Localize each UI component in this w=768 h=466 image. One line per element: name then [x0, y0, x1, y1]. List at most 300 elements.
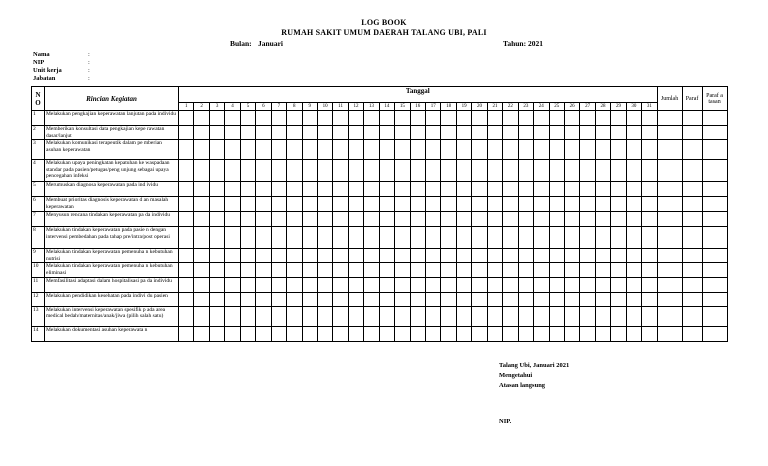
day-entry-cell[interactable]: [302, 126, 317, 140]
day-entry-cell[interactable]: [364, 182, 379, 197]
day-entry-cell[interactable]: [472, 227, 487, 249]
day-entry-cell[interactable]: [194, 292, 209, 306]
day-entry-cell[interactable]: [642, 326, 657, 341]
day-entry-cell[interactable]: [379, 249, 394, 263]
paraf-cell[interactable]: [682, 160, 702, 182]
day-entry-cell[interactable]: [271, 263, 286, 277]
day-entry-cell[interactable]: [271, 160, 286, 182]
day-entry-cell[interactable]: [456, 111, 471, 126]
day-entry-cell[interactable]: [179, 126, 194, 140]
day-entry-cell[interactable]: [549, 160, 564, 182]
day-entry-cell[interactable]: [580, 277, 595, 292]
day-entry-cell[interactable]: [240, 160, 255, 182]
day-entry-cell[interactable]: [302, 227, 317, 249]
day-entry-cell[interactable]: [395, 140, 410, 160]
day-entry-cell[interactable]: [410, 160, 425, 182]
day-entry-cell[interactable]: [487, 227, 502, 249]
day-entry-cell[interactable]: [364, 292, 379, 306]
day-entry-cell[interactable]: [564, 326, 579, 341]
day-entry-cell[interactable]: [549, 227, 564, 249]
day-entry-cell[interactable]: [256, 182, 271, 197]
day-entry-cell[interactable]: [611, 182, 626, 197]
day-entry-cell[interactable]: [441, 111, 456, 126]
day-entry-cell[interactable]: [534, 212, 549, 227]
day-entry-cell[interactable]: [595, 306, 610, 326]
day-entry-cell[interactable]: [179, 277, 194, 292]
day-entry-cell[interactable]: [564, 126, 579, 140]
day-entry-cell[interactable]: [410, 197, 425, 212]
day-entry-cell[interactable]: [179, 197, 194, 212]
day-entry-cell[interactable]: [287, 140, 302, 160]
day-entry-cell[interactable]: [271, 292, 286, 306]
day-entry-cell[interactable]: [395, 277, 410, 292]
day-entry-cell[interactable]: [271, 306, 286, 326]
day-entry-cell[interactable]: [395, 263, 410, 277]
day-entry-cell[interactable]: [302, 263, 317, 277]
day-entry-cell[interactable]: [271, 140, 286, 160]
paraf-cell[interactable]: [702, 126, 727, 140]
day-entry-cell[interactable]: [379, 326, 394, 341]
day-entry-cell[interactable]: [611, 277, 626, 292]
day-entry-cell[interactable]: [534, 160, 549, 182]
day-entry-cell[interactable]: [179, 326, 194, 341]
day-entry-cell[interactable]: [379, 277, 394, 292]
day-entry-cell[interactable]: [225, 263, 240, 277]
day-entry-cell[interactable]: [595, 263, 610, 277]
day-entry-cell[interactable]: [194, 249, 209, 263]
day-entry-cell[interactable]: [595, 227, 610, 249]
day-entry-cell[interactable]: [364, 160, 379, 182]
paraf-cell[interactable]: [702, 227, 727, 249]
day-entry-cell[interactable]: [348, 277, 363, 292]
day-entry-cell[interactable]: [642, 227, 657, 249]
day-entry-cell[interactable]: [271, 182, 286, 197]
day-entry-cell[interactable]: [410, 292, 425, 306]
day-entry-cell[interactable]: [580, 292, 595, 306]
day-entry-cell[interactable]: [487, 140, 502, 160]
day-entry-cell[interactable]: [395, 197, 410, 212]
day-entry-cell[interactable]: [333, 263, 348, 277]
day-entry-cell[interactable]: [333, 197, 348, 212]
day-entry-cell[interactable]: [302, 326, 317, 341]
paraf-cell[interactable]: [682, 227, 702, 249]
day-entry-cell[interactable]: [626, 292, 641, 306]
day-entry-cell[interactable]: [410, 263, 425, 277]
day-entry-cell[interactable]: [333, 227, 348, 249]
day-entry-cell[interactable]: [456, 126, 471, 140]
day-entry-cell[interactable]: [595, 292, 610, 306]
day-entry-cell[interactable]: [441, 197, 456, 212]
day-entry-cell[interactable]: [549, 249, 564, 263]
day-entry-cell[interactable]: [348, 182, 363, 197]
day-entry-cell[interactable]: [456, 249, 471, 263]
day-entry-cell[interactable]: [240, 263, 255, 277]
day-entry-cell[interactable]: [534, 306, 549, 326]
day-entry-cell[interactable]: [564, 277, 579, 292]
day-entry-cell[interactable]: [271, 197, 286, 212]
day-entry-cell[interactable]: [487, 126, 502, 140]
day-entry-cell[interactable]: [441, 263, 456, 277]
day-entry-cell[interactable]: [256, 249, 271, 263]
day-entry-cell[interactable]: [503, 263, 518, 277]
day-entry-cell[interactable]: [580, 197, 595, 212]
day-entry-cell[interactable]: [626, 160, 641, 182]
day-entry-cell[interactable]: [194, 263, 209, 277]
day-entry-cell[interactable]: [534, 126, 549, 140]
jumlah-cell[interactable]: [657, 126, 682, 140]
day-entry-cell[interactable]: [580, 140, 595, 160]
day-entry-cell[interactable]: [534, 263, 549, 277]
day-entry-cell[interactable]: [549, 292, 564, 306]
paraf-cell[interactable]: [702, 111, 727, 126]
day-entry-cell[interactable]: [426, 182, 441, 197]
day-entry-cell[interactable]: [564, 160, 579, 182]
day-entry-cell[interactable]: [410, 140, 425, 160]
day-entry-cell[interactable]: [642, 249, 657, 263]
day-entry-cell[interactable]: [333, 326, 348, 341]
day-entry-cell[interactable]: [626, 140, 641, 160]
day-entry-cell[interactable]: [410, 326, 425, 341]
day-entry-cell[interactable]: [626, 227, 641, 249]
day-entry-cell[interactable]: [302, 140, 317, 160]
day-entry-cell[interactable]: [240, 326, 255, 341]
day-entry-cell[interactable]: [287, 212, 302, 227]
day-entry-cell[interactable]: [302, 197, 317, 212]
day-entry-cell[interactable]: [611, 326, 626, 341]
day-entry-cell[interactable]: [317, 160, 332, 182]
day-entry-cell[interactable]: [626, 197, 641, 212]
day-entry-cell[interactable]: [395, 160, 410, 182]
day-entry-cell[interactable]: [426, 292, 441, 306]
day-entry-cell[interactable]: [518, 227, 533, 249]
day-entry-cell[interactable]: [564, 111, 579, 126]
day-entry-cell[interactable]: [487, 306, 502, 326]
paraf-cell[interactable]: [702, 160, 727, 182]
day-entry-cell[interactable]: [518, 212, 533, 227]
day-entry-cell[interactable]: [518, 197, 533, 212]
day-entry-cell[interactable]: [518, 160, 533, 182]
day-entry-cell[interactable]: [564, 306, 579, 326]
day-entry-cell[interactable]: [580, 306, 595, 326]
jumlah-cell[interactable]: [657, 182, 682, 197]
day-entry-cell[interactable]: [611, 306, 626, 326]
day-entry-cell[interactable]: [487, 111, 502, 126]
day-entry-cell[interactable]: [209, 140, 224, 160]
day-entry-cell[interactable]: [441, 182, 456, 197]
day-entry-cell[interactable]: [626, 249, 641, 263]
day-entry-cell[interactable]: [364, 263, 379, 277]
day-entry-cell[interactable]: [456, 306, 471, 326]
day-entry-cell[interactable]: [333, 126, 348, 140]
day-entry-cell[interactable]: [503, 306, 518, 326]
day-entry-cell[interactable]: [626, 326, 641, 341]
paraf-cell[interactable]: [682, 197, 702, 212]
day-entry-cell[interactable]: [580, 263, 595, 277]
day-entry-cell[interactable]: [287, 326, 302, 341]
day-entry-cell[interactable]: [348, 306, 363, 326]
day-entry-cell[interactable]: [209, 160, 224, 182]
day-entry-cell[interactable]: [240, 182, 255, 197]
day-entry-cell[interactable]: [194, 212, 209, 227]
day-entry-cell[interactable]: [317, 263, 332, 277]
day-entry-cell[interactable]: [209, 292, 224, 306]
day-entry-cell[interactable]: [580, 111, 595, 126]
day-entry-cell[interactable]: [209, 249, 224, 263]
day-entry-cell[interactable]: [456, 277, 471, 292]
day-entry-cell[interactable]: [564, 227, 579, 249]
day-entry-cell[interactable]: [410, 306, 425, 326]
day-entry-cell[interactable]: [209, 306, 224, 326]
day-entry-cell[interactable]: [611, 126, 626, 140]
day-entry-cell[interactable]: [287, 111, 302, 126]
day-entry-cell[interactable]: [179, 263, 194, 277]
paraf-cell[interactable]: [702, 197, 727, 212]
paraf-cell[interactable]: [682, 249, 702, 263]
day-entry-cell[interactable]: [179, 212, 194, 227]
day-entry-cell[interactable]: [348, 126, 363, 140]
day-entry-cell[interactable]: [256, 160, 271, 182]
day-entry-cell[interactable]: [395, 212, 410, 227]
day-entry-cell[interactable]: [256, 197, 271, 212]
day-entry-cell[interactable]: [564, 292, 579, 306]
day-entry-cell[interactable]: [194, 126, 209, 140]
day-entry-cell[interactable]: [333, 277, 348, 292]
paraf-cell[interactable]: [702, 182, 727, 197]
day-entry-cell[interactable]: [225, 111, 240, 126]
day-entry-cell[interactable]: [256, 306, 271, 326]
day-entry-cell[interactable]: [256, 277, 271, 292]
day-entry-cell[interactable]: [410, 126, 425, 140]
day-entry-cell[interactable]: [302, 111, 317, 126]
day-entry-cell[interactable]: [456, 182, 471, 197]
day-entry-cell[interactable]: [333, 249, 348, 263]
day-entry-cell[interactable]: [518, 249, 533, 263]
paraf-cell[interactable]: [682, 326, 702, 341]
day-entry-cell[interactable]: [271, 126, 286, 140]
day-entry-cell[interactable]: [225, 160, 240, 182]
day-entry-cell[interactable]: [364, 249, 379, 263]
day-entry-cell[interactable]: [564, 140, 579, 160]
day-entry-cell[interactable]: [642, 197, 657, 212]
day-entry-cell[interactable]: [302, 292, 317, 306]
day-entry-cell[interactable]: [240, 212, 255, 227]
day-entry-cell[interactable]: [426, 306, 441, 326]
day-entry-cell[interactable]: [364, 111, 379, 126]
day-entry-cell[interactable]: [472, 326, 487, 341]
day-entry-cell[interactable]: [626, 182, 641, 197]
day-entry-cell[interactable]: [395, 111, 410, 126]
day-entry-cell[interactable]: [441, 126, 456, 140]
paraf-cell[interactable]: [682, 126, 702, 140]
day-entry-cell[interactable]: [642, 277, 657, 292]
day-entry-cell[interactable]: [472, 126, 487, 140]
jumlah-cell[interactable]: [657, 277, 682, 292]
day-entry-cell[interactable]: [487, 292, 502, 306]
day-entry-cell[interactable]: [395, 306, 410, 326]
day-entry-cell[interactable]: [410, 277, 425, 292]
day-entry-cell[interactable]: [580, 212, 595, 227]
paraf-cell[interactable]: [682, 111, 702, 126]
day-entry-cell[interactable]: [225, 277, 240, 292]
day-entry-cell[interactable]: [179, 111, 194, 126]
day-entry-cell[interactable]: [256, 263, 271, 277]
day-entry-cell[interactable]: [456, 160, 471, 182]
day-entry-cell[interactable]: [317, 292, 332, 306]
day-entry-cell[interactable]: [225, 306, 240, 326]
day-entry-cell[interactable]: [441, 160, 456, 182]
day-entry-cell[interactable]: [626, 212, 641, 227]
day-entry-cell[interactable]: [348, 249, 363, 263]
day-entry-cell[interactable]: [549, 212, 564, 227]
day-entry-cell[interactable]: [472, 160, 487, 182]
day-entry-cell[interactable]: [441, 326, 456, 341]
day-entry-cell[interactable]: [580, 182, 595, 197]
day-entry-cell[interactable]: [518, 182, 533, 197]
jumlah-cell[interactable]: [657, 263, 682, 277]
day-entry-cell[interactable]: [225, 126, 240, 140]
day-entry-cell[interactable]: [302, 160, 317, 182]
day-entry-cell[interactable]: [410, 111, 425, 126]
day-entry-cell[interactable]: [595, 197, 610, 212]
day-entry-cell[interactable]: [472, 306, 487, 326]
day-entry-cell[interactable]: [503, 182, 518, 197]
day-entry-cell[interactable]: [472, 292, 487, 306]
day-entry-cell[interactable]: [611, 292, 626, 306]
jumlah-cell[interactable]: [657, 306, 682, 326]
day-entry-cell[interactable]: [194, 182, 209, 197]
day-entry-cell[interactable]: [564, 197, 579, 212]
day-entry-cell[interactable]: [317, 306, 332, 326]
day-entry-cell[interactable]: [348, 212, 363, 227]
day-entry-cell[interactable]: [256, 111, 271, 126]
day-entry-cell[interactable]: [487, 212, 502, 227]
day-entry-cell[interactable]: [518, 277, 533, 292]
day-entry-cell[interactable]: [179, 182, 194, 197]
day-entry-cell[interactable]: [348, 160, 363, 182]
day-entry-cell[interactable]: [179, 160, 194, 182]
day-entry-cell[interactable]: [364, 140, 379, 160]
day-entry-cell[interactable]: [317, 197, 332, 212]
day-entry-cell[interactable]: [534, 249, 549, 263]
day-entry-cell[interactable]: [240, 292, 255, 306]
day-entry-cell[interactable]: [487, 277, 502, 292]
day-entry-cell[interactable]: [611, 160, 626, 182]
day-entry-cell[interactable]: [456, 212, 471, 227]
day-entry-cell[interactable]: [209, 212, 224, 227]
day-entry-cell[interactable]: [441, 249, 456, 263]
day-entry-cell[interactable]: [225, 182, 240, 197]
day-entry-cell[interactable]: [179, 306, 194, 326]
day-entry-cell[interactable]: [271, 249, 286, 263]
day-entry-cell[interactable]: [271, 111, 286, 126]
day-entry-cell[interactable]: [564, 212, 579, 227]
day-entry-cell[interactable]: [379, 182, 394, 197]
day-entry-cell[interactable]: [518, 292, 533, 306]
jumlah-cell[interactable]: [657, 111, 682, 126]
day-entry-cell[interactable]: [503, 160, 518, 182]
day-entry-cell[interactable]: [410, 249, 425, 263]
day-entry-cell[interactable]: [256, 292, 271, 306]
paraf-cell[interactable]: [682, 306, 702, 326]
day-entry-cell[interactable]: [564, 263, 579, 277]
day-entry-cell[interactable]: [456, 292, 471, 306]
day-entry-cell[interactable]: [487, 160, 502, 182]
day-entry-cell[interactable]: [271, 227, 286, 249]
day-entry-cell[interactable]: [642, 212, 657, 227]
day-entry-cell[interactable]: [333, 212, 348, 227]
day-entry-cell[interactable]: [503, 249, 518, 263]
day-entry-cell[interactable]: [426, 140, 441, 160]
day-entry-cell[interactable]: [487, 263, 502, 277]
day-entry-cell[interactable]: [194, 197, 209, 212]
day-entry-cell[interactable]: [225, 140, 240, 160]
day-entry-cell[interactable]: [317, 249, 332, 263]
day-entry-cell[interactable]: [472, 212, 487, 227]
day-entry-cell[interactable]: [240, 111, 255, 126]
day-entry-cell[interactable]: [410, 182, 425, 197]
day-entry-cell[interactable]: [426, 197, 441, 212]
day-entry-cell[interactable]: [348, 292, 363, 306]
paraf-cell[interactable]: [682, 277, 702, 292]
day-entry-cell[interactable]: [287, 277, 302, 292]
day-entry-cell[interactable]: [271, 212, 286, 227]
jumlah-cell[interactable]: [657, 212, 682, 227]
jumlah-cell[interactable]: [657, 249, 682, 263]
day-entry-cell[interactable]: [271, 326, 286, 341]
paraf-cell[interactable]: [682, 182, 702, 197]
day-entry-cell[interactable]: [287, 227, 302, 249]
day-entry-cell[interactable]: [456, 140, 471, 160]
day-entry-cell[interactable]: [642, 126, 657, 140]
day-entry-cell[interactable]: [379, 160, 394, 182]
jumlah-cell[interactable]: [657, 160, 682, 182]
day-entry-cell[interactable]: [287, 197, 302, 212]
day-entry-cell[interactable]: [503, 126, 518, 140]
paraf-cell[interactable]: [702, 249, 727, 263]
day-entry-cell[interactable]: [580, 227, 595, 249]
day-entry-cell[interactable]: [240, 197, 255, 212]
paraf-cell[interactable]: [702, 263, 727, 277]
day-entry-cell[interactable]: [441, 212, 456, 227]
day-entry-cell[interactable]: [364, 197, 379, 212]
day-entry-cell[interactable]: [456, 326, 471, 341]
day-entry-cell[interactable]: [194, 111, 209, 126]
day-entry-cell[interactable]: [364, 326, 379, 341]
day-entry-cell[interactable]: [611, 140, 626, 160]
day-entry-cell[interactable]: [626, 263, 641, 277]
day-entry-cell[interactable]: [379, 197, 394, 212]
day-entry-cell[interactable]: [595, 212, 610, 227]
day-entry-cell[interactable]: [518, 126, 533, 140]
day-entry-cell[interactable]: [379, 111, 394, 126]
day-entry-cell[interactable]: [348, 227, 363, 249]
day-entry-cell[interactable]: [317, 111, 332, 126]
day-entry-cell[interactable]: [472, 249, 487, 263]
day-entry-cell[interactable]: [487, 182, 502, 197]
day-entry-cell[interactable]: [225, 249, 240, 263]
day-entry-cell[interactable]: [611, 263, 626, 277]
day-entry-cell[interactable]: [209, 227, 224, 249]
day-entry-cell[interactable]: [472, 263, 487, 277]
day-entry-cell[interactable]: [611, 212, 626, 227]
day-entry-cell[interactable]: [410, 227, 425, 249]
day-entry-cell[interactable]: [626, 126, 641, 140]
day-entry-cell[interactable]: [456, 197, 471, 212]
day-entry-cell[interactable]: [179, 227, 194, 249]
day-entry-cell[interactable]: [580, 249, 595, 263]
day-entry-cell[interactable]: [364, 126, 379, 140]
day-entry-cell[interactable]: [317, 227, 332, 249]
